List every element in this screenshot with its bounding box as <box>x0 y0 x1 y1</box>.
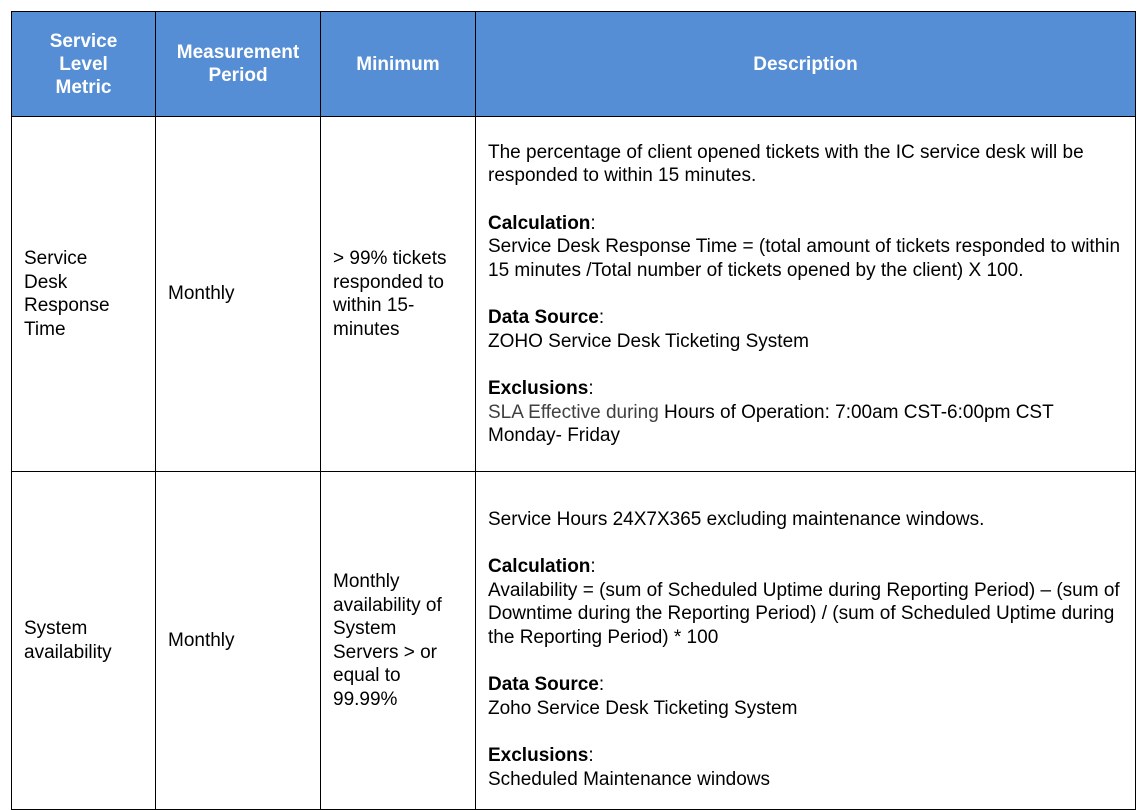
colon: : <box>598 674 605 696</box>
data-source-section <box>488 306 1123 353</box>
minimum-cell: Monthly availability of System Servers > or equal to 99.99% <box>321 472 476 810</box>
exclusions-section <box>488 377 1123 448</box>
exclusions-section <box>488 744 1123 791</box>
data-source-label: Data Source <box>488 307 599 328</box>
header-description: Description <box>476 12 1136 117</box>
data-source-text: Zoho Service Desk Ticketing System <box>488 697 798 719</box>
exclusions-prefix: SLA Effective during <box>488 401 659 423</box>
description-intro: The percentage of client opened tickets with the IC service desk will be responded to within 15 minutes. <box>488 141 1084 186</box>
colon: : <box>598 307 605 328</box>
exclusions-label: Exclusions <box>488 378 589 399</box>
description-cell <box>476 472 1136 810</box>
calculation-section <box>488 212 1123 283</box>
header-minimum: Minimum <box>321 12 476 117</box>
metric-cell: System availability <box>12 472 156 810</box>
data-source-label: Data Source <box>488 674 599 696</box>
exclusions-text: Scheduled Maintenance windows <box>488 768 771 790</box>
period-cell: Monthly <box>156 472 321 810</box>
exclusions-label: Exclusions <box>488 745 589 767</box>
data-source-section <box>488 673 1123 720</box>
colon: : <box>590 212 596 234</box>
calculation-section <box>488 555 1123 649</box>
calculation-text: Service Desk Response Time = (total amount of tickets responded to within 15 minutes /Total number of tickets opened by the client) X 100. <box>488 236 1121 281</box>
description-intro: Service Hours 24X7X365 excluding maintenance windows. <box>488 508 985 530</box>
colon: : <box>588 745 594 767</box>
data-source-text: ZOHO Service Desk Ticketing System <box>488 330 809 352</box>
calculation-label: Calculation <box>488 556 591 578</box>
calculation-text: Availability = (sum of Scheduled Uptime during Reporting Period) – (sum of Downtime during the Reporting Period) / (sum of Scheduled Uptime during the Reporting Period) * 100 <box>488 579 1120 648</box>
table-row <box>12 117 1136 472</box>
description-cell <box>476 117 1136 472</box>
colon: : <box>588 378 594 399</box>
table-row <box>12 472 1136 810</box>
header-service-level-metric: Service Level Metric <box>12 12 156 117</box>
colon: : <box>590 556 596 578</box>
calculation-label: Calculation <box>488 212 591 234</box>
period-cell: Monthly <box>156 117 321 472</box>
minimum-cell: > 99% tickets responded to within 15-minutes <box>321 117 476 472</box>
sla-table <box>11 11 1136 810</box>
exclusions-text: Hours of Operation: 7:00am CST-6:00pm CST Monday- Friday <box>488 401 1054 446</box>
metric-cell: Service Desk Response Time <box>12 117 156 472</box>
header-row <box>12 12 1136 117</box>
header-measurement-period: Measurement Period <box>156 12 321 117</box>
